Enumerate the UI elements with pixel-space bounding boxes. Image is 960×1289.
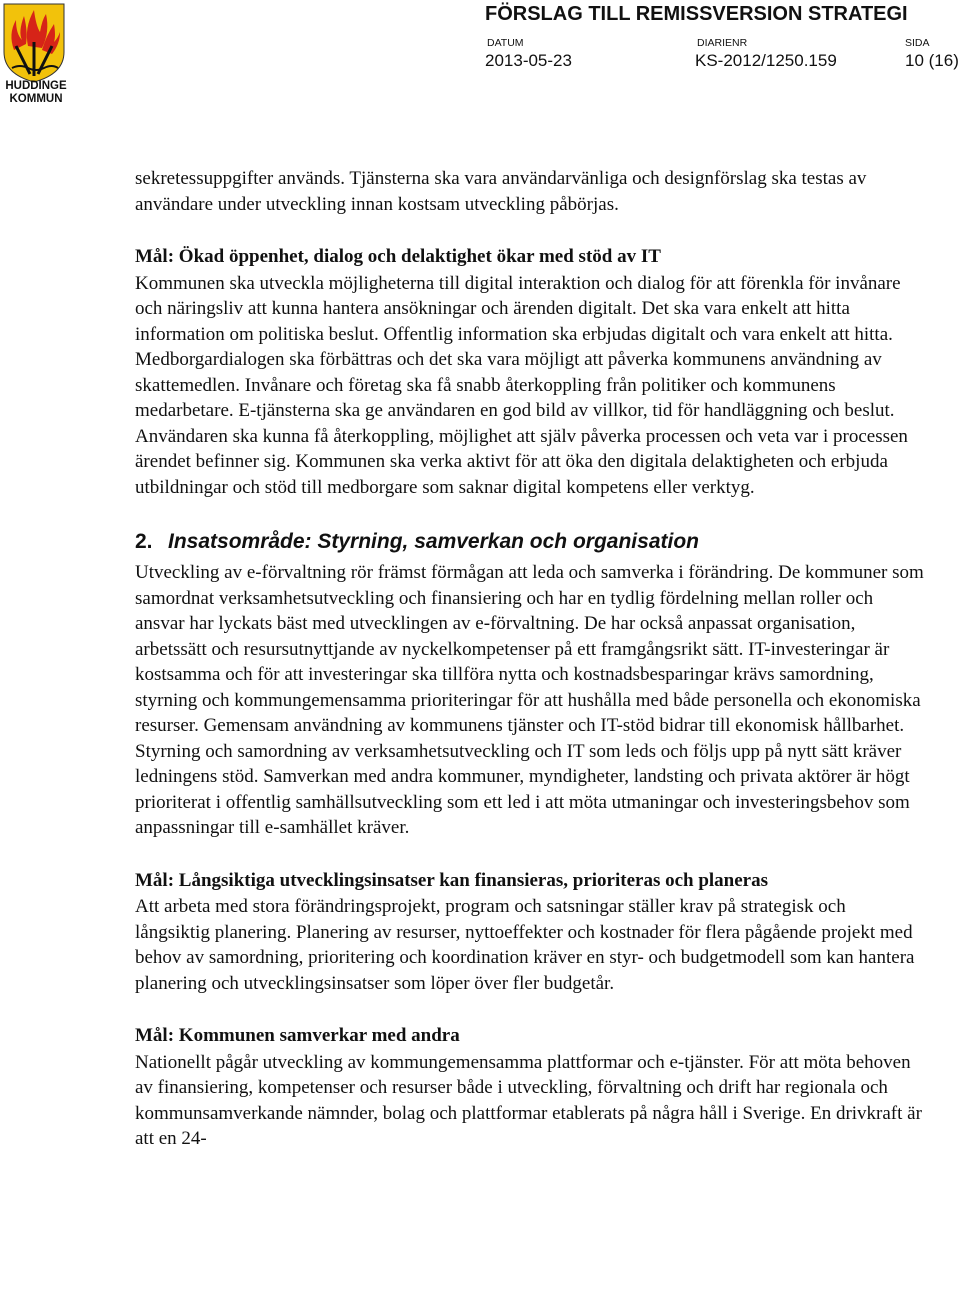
diary-label: DIARIENR [697,37,748,49]
section2-title: Insatsområde: Styrning, samverkan och organisation [168,530,699,553]
section2-heading [135,529,925,555]
page-value: 10 (16) [905,51,959,70]
intro-paragraph: sekretessuppgifter används. Tjänsterna ska vara användarvänliga och designförslag ska testas av användare under utveckling innan kostsam utveckling påbörjas. [135,168,867,215]
document-title: FÖRSLAG TILL REMISSVERSION STRATEGI [485,3,908,25]
section2-number: 2. [135,530,153,553]
goal2-paragraph: Att arbeta med stora förändringsprojekt, program och satsningar ställer krav på strategisk och långsiktig planering. Planering av resurser, nyttoeffekter och kostnader för flera pågående projekt med behov av samordning, prioritering och koordination kräver en styr- och budgetmodell som kan hantera planering och utvecklingsinsatser som löper över fler budgetår. [135,896,915,994]
goal3-heading: Mål: Kommunen samverkar med andra [135,1025,460,1046]
diary-value: KS-2012/1250.159 [695,51,837,70]
goal1-paragraph: Kommunen ska utveckla möjligheterna till digital interaktion och dialog för att förenkla för invånare och näringsliv att kunna hantera ansökningar och ärenden digitalt. Det ska vara enkelt att hitta information om politiska beslut. Offentlig information ska erbjudas digitalt och vara enkelt att hitta. Medborgardialogen ska förbättras och det ska vara möjligt att påverka kommunens användning av skattemedlen. Invånare och företag ska få snabb återkoppling från politiker och kommunens medarbetare. E-tjänsterna ska ge användaren en god bild av villkor, tid för handläggning och beslut. Användaren ska kunna få återkoppling, möjlighet att själv påverka processen och veta var i processen ärendet befinner sig. Kommunen ska verka aktivt för att öka den digitala delaktigheten och erbjuda utbildningar och stöd till medborgare som saknar digital kompetens eller verktyg. [135,272,908,498]
goal2-heading: Mål: Långsiktiga utvecklingsinsatser kan finansieras, prioriteras och planeras [135,869,769,891]
document-body [135,166,925,1152]
logo-text [1,80,71,106]
date-label: DATUM [487,37,524,49]
logo-line-2: KOMMUN [9,93,63,105]
section2-paragraph: Utveckling av e-förvaltning rör främst förmågan att leda och samverka i förändring. De kommuner som samordnat verksamhetsutveckling och finansiering och har en tydlig fördelning mellan roller och ansvar har lyckats bäst med utvecklingen av e-förvaltning. De har också anpassat organisation, arbetssätt och resursutnyttjande av nyckelkompetenser på ett framgångsrikt sätt. IT-investeringar är kostsamma och för att investeringar ska tillföra nytta och kostnadsbesparingar krävs samordning, styrning och kommungemensamma prioriteringar för att hushålla med både personella och ekonomiska resurser. Gemensam användning av kommunens tjänster och IT-stöd bidrar till ekonomisk hållbarhet. Styrning och samordning av verksamhetsutveckling och IT som leds och följs upp på nytt sätt kräver ledningens stöd. Samverkan med andra kommuner, myndigheter, landsting och privata aktörer är högt prioriterat i offentlig samhällsutveckling som ett led i att möta utmaningar och investeringsbehov som anpassningar till e-samhället kräver. [135,562,924,838]
goal1-heading: Mål: Ökad öppenhet, dialog och delaktighet ökar med stöd av IT [135,246,661,267]
page-label: SIDA [905,37,930,49]
date-value: 2013-05-23 [485,51,572,70]
logo-line-1: HUDDINGE [5,80,67,92]
goal3-paragraph: Nationellt pågår utveckling av kommungemensamma plattformar och e-tjänster. För att möta behoven av finansiering, kompetenser och resurser både i utveckling, förvaltning och drift har regionala och kommunsamverkande nämnder, bolag och plattformar etablerats på några håll i Sverige. En drivkraft är att en 24- [135,1051,922,1149]
